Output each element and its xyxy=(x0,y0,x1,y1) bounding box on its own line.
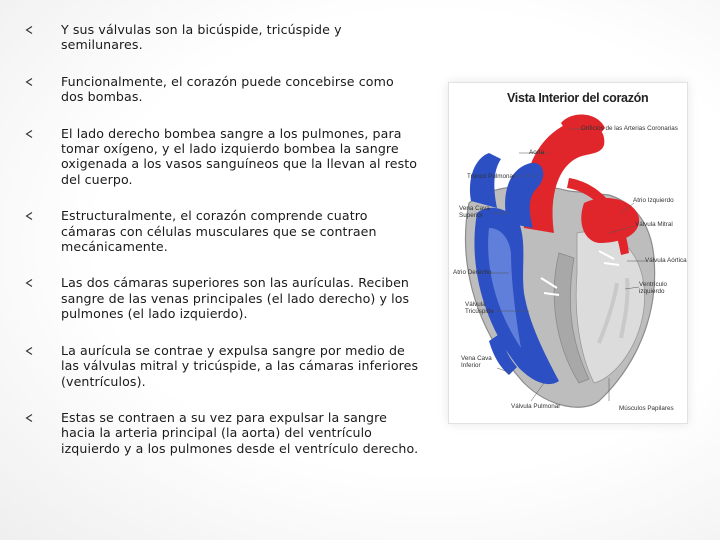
bullet-item xyxy=(20,275,420,321)
heart-illustration xyxy=(449,83,687,423)
label-vena-inf xyxy=(461,355,492,369)
label-atrio-izq: Atrio Izquierdo xyxy=(633,197,674,204)
heart-diagram xyxy=(448,82,688,424)
label-vena-sup-line1: Vena Cava xyxy=(459,205,490,212)
bullet-item xyxy=(20,74,420,105)
label-vent-izq-line1: Ventrículo xyxy=(639,281,668,288)
label-musculos: Músculos Papilares xyxy=(619,405,674,412)
arrow-left-icon xyxy=(24,346,34,356)
bullet-item xyxy=(20,208,420,254)
bullet-item xyxy=(20,126,420,188)
bullet-text: La aurícula se contrae y expulsa sangre por medio de las válvulas mitral y tricúspide, a las cámaras inferiores (ventrículos). xyxy=(61,342,419,389)
figure-title: Vista Interior del corazón xyxy=(507,91,649,105)
bullet-list xyxy=(20,22,420,456)
bullet-item xyxy=(20,410,420,456)
label-vent-izq xyxy=(639,281,667,295)
label-valv-tric-line2: Tricúspide xyxy=(465,308,494,316)
label-vena-inf-line1: Vena Cava xyxy=(461,355,492,362)
arrow-left-icon xyxy=(24,129,34,139)
arrow-left-icon xyxy=(24,25,34,35)
label-aorta: Aorta xyxy=(529,149,545,156)
arrow-left-icon xyxy=(24,278,34,288)
label-vena-inf-line2: Inferior xyxy=(461,362,481,370)
label-atrio-der: Atrio Derecho xyxy=(453,269,492,276)
bullet-text: Funcionalmente, el corazón puede concebirse como dos bombas. xyxy=(61,73,394,105)
bullet-text: El lado derecho bombea sangre a los pulmones, para tomar oxígeno, y el lado izquierdo bombea la sangre oxigenada a los vasos sanguíneos que la llevan al resto del cuerpo. xyxy=(61,125,418,187)
bullet-text: Y sus válvulas son la bicúspide, tricúspide y semilunares. xyxy=(61,22,342,53)
bullet-item xyxy=(20,22,420,53)
label-orificios: Orificios de las Arterias Coronarias xyxy=(581,125,678,132)
arrow-left-icon xyxy=(24,413,34,423)
bullet-text: Las dos cámaras superiores son las aurículas. Reciben sangre de las venas principales (el lado derecho) y los pulmones (el lado izquierdo). xyxy=(61,275,410,322)
label-vena-sup xyxy=(459,205,490,219)
arrow-left-icon xyxy=(24,77,34,87)
label-valv-aortica: Válvula Aórtica xyxy=(645,257,687,264)
label-valv-tric-line1: Válvula xyxy=(465,301,486,308)
label-vent-izq-line2: izquierdo xyxy=(639,288,665,296)
label-vena-sup-line2: Superior xyxy=(459,212,483,220)
label-tronco: Tronco Pulmonar xyxy=(467,173,516,180)
bullet-item xyxy=(20,343,420,389)
bullet-text: Estas se contraen a su vez para expulsar la sangre hacia la arteria principal (la aorta) del ventrículo izquierdo y a los pulmones desde el ventrículo derecho. xyxy=(61,409,419,456)
label-valv-tric xyxy=(465,301,494,315)
bullet-text: Estructuralmente, el corazón comprende cuatro cámaras con células musculares que se contraen mecánicamente. xyxy=(61,208,377,255)
label-valv-mitral: Válvula Mitral xyxy=(635,221,673,228)
arrow-left-icon xyxy=(24,211,34,221)
label-valv-pulm: Válvula Pulmonar xyxy=(511,403,561,410)
